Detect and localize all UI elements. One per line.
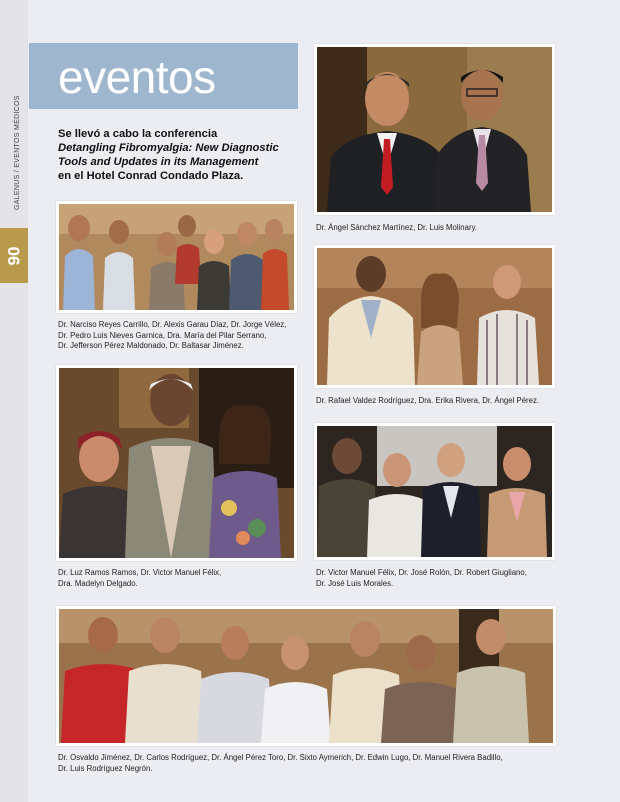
caption-line: Dr. Jefferson Pérez Maldonado, Dr. Baltasar Jiménez. [58, 341, 244, 350]
intro-line: en el Hotel Conrad Condado Plaza. [58, 170, 244, 182]
photo-caption [316, 396, 561, 407]
photo-caption [58, 568, 303, 589]
caption-line: Dr. Luis Rodríguez Negrón. [58, 763, 153, 773]
intro-line: Se llevó a cabo la conferencia [58, 128, 218, 140]
caption-line: Dr. Luz Ramos Ramos, Dr. Victor Manuel Félix, [58, 568, 222, 577]
photo-ramos-felix-delgado [56, 365, 297, 561]
photo-caption [58, 320, 303, 352]
conference-title: Tools and Updates in its Management [58, 156, 259, 168]
caption-line: Dr. José Luis Morales. [316, 578, 394, 588]
photo-caption [316, 223, 556, 234]
caption-line: Dr. Osvaldo Jiménez, Dr. Carlos Rodríguez, Dr. Ángel Pérez Toro, Dr. Sixto Aymerich, Dr. Edwin Lugo, Dr. Manuel Rivera Badillo, [58, 753, 503, 762]
photo-valdez-rivera-perez [314, 245, 555, 388]
section-title: eventos [58, 51, 216, 103]
caption-line: Dr. Rafael Valdez Rodríguez, Dra. Erika Rivera, Dr. Ángel Pérez. [316, 396, 540, 405]
running-head: GALENUS / EVENTOS MÉDICOS [14, 95, 21, 210]
photo-caption [316, 568, 561, 589]
caption-line: Dr. Ángel Sánchez Martínez, Dr. Luis Molinary. [316, 223, 478, 232]
photo-group-seven [56, 201, 297, 313]
caption-line: Dr. Pedro Luis Nieves Garnica, Dra. María del Pilar Serrano, [58, 330, 267, 340]
caption-line: Dr. Narciso Reyes Carrillo, Dr. Alexis Garau Díaz, Dr. Jorge Vélez, [58, 320, 287, 329]
page-number: 90 [3, 246, 23, 265]
photo-group-wide [56, 606, 556, 746]
caption-line: Dra. Madelyn Delgado. [58, 578, 138, 588]
photo-caption [58, 753, 598, 774]
caption-line: Dr. Victor Manuel Félix, Dr. José Rolón, Dr. Robert Giugliano, [316, 568, 527, 577]
conference-title: Detangling Fibromyalgia: New Diagnostic [58, 142, 279, 154]
intro-paragraph [58, 127, 298, 183]
photo-felix-rolon-giugliano-morales [314, 423, 555, 560]
photo-sanchez-molinary [314, 44, 555, 215]
